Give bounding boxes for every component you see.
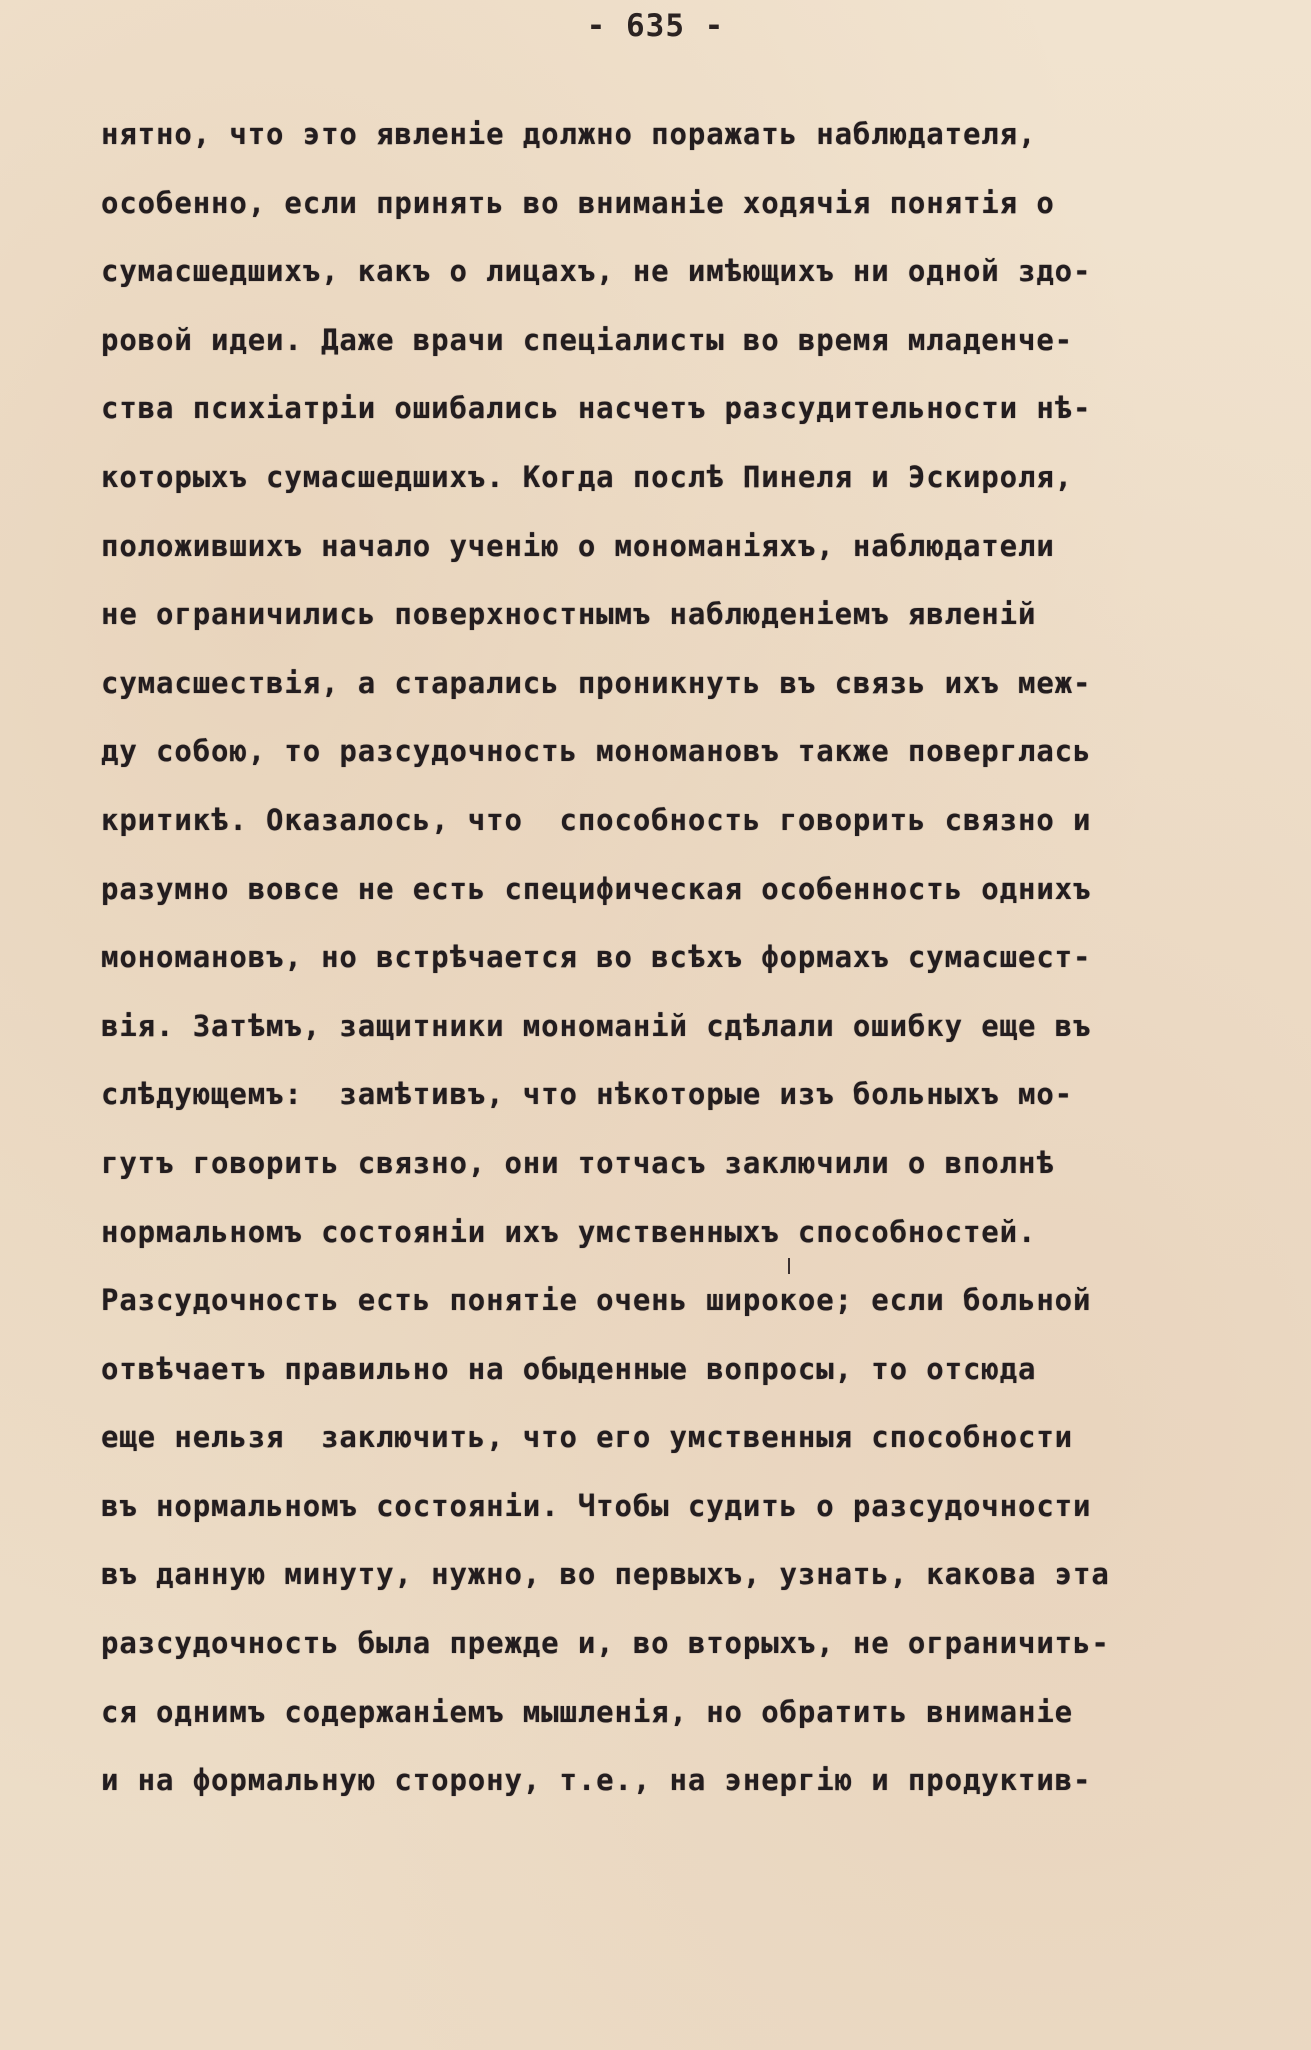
text-line: гутъ говорить связно, они тотчасъ заключили о вполнѣ <box>101 1145 1055 1180</box>
text-line: нятно, что это явленіе должно поражать наблюдателя, <box>101 117 1037 151</box>
text-line: ду собою, то разсудочность мономановъ также поверглась <box>101 734 1092 769</box>
text-line: нормальномъ состояніи ихъ умственныхъ способностей. <box>101 1214 1037 1249</box>
text-line: ся однимъ содержаніемъ мышленія, но обратить вниманіе <box>101 1694 1073 1729</box>
text-line: не ограничились поверхностнымъ наблюденіемъ явленій <box>101 597 1037 632</box>
text-line: вія. Затѣмъ, защитники мономаній сдѣлали ошибку еще въ <box>101 1008 1092 1043</box>
text-line: мономановъ, но встрѣчается во всѣхъ формахъ сумасшест- <box>101 940 1092 975</box>
text-line: критикѣ. Оказалось, что способность говорить связно и <box>101 802 1092 837</box>
text-line: еще нельзя заключить, что его умственныя способности <box>101 1420 1073 1455</box>
page-number: - 635 - <box>586 8 725 44</box>
stray-ink-mark <box>788 1258 790 1274</box>
text-line: особенно, если принять во вниманіе ходячія понятія о <box>101 185 1055 220</box>
text-line: которыхъ сумасшедшихъ. Когда послѣ Пинеля и Эскироля, <box>101 459 1073 494</box>
text-line: сумасшедшихъ, какъ о лицахъ, не имѣющихъ ни одной здо- <box>101 254 1092 289</box>
text-line: разумно вовсе не есть специфическая особенность однихъ <box>101 871 1092 906</box>
text-line: сумасшествія, а старались проникнуть въ связь ихъ меж- <box>101 665 1092 700</box>
text-line: въ нормальномъ состояніи. Чтобы судить о разсудочности <box>101 1488 1092 1523</box>
text-line: въ данную минуту, нужно, во первыхъ, узнать, какова эта <box>101 1557 1110 1592</box>
body-text <box>101 100 1110 1815</box>
text-line: и на формальную сторону, т.е., на энергію и продуктив- <box>101 1763 1092 1798</box>
text-line: положившихъ начало ученію о мономаніяхъ, наблюдатели <box>101 528 1055 563</box>
text-line: разсудочность была прежде и, во вторыхъ, не ограничить- <box>101 1626 1110 1661</box>
text-line: ровой идеи. Даже врачи спеціалисты во время младенче- <box>101 322 1073 357</box>
text-line: Разсудочность есть понятіе очень широкое; если больной <box>101 1283 1092 1318</box>
text-line: отвѣчаетъ правильно на обыденные вопросы, то отсюда <box>101 1351 1037 1386</box>
text-line: слѣдующемъ: замѣтивъ, что нѣкоторые изъ больныхъ мо- <box>101 1077 1073 1112</box>
text-line: ства психіатріи ошибались насчетъ разсудительности нѣ- <box>101 391 1092 426</box>
